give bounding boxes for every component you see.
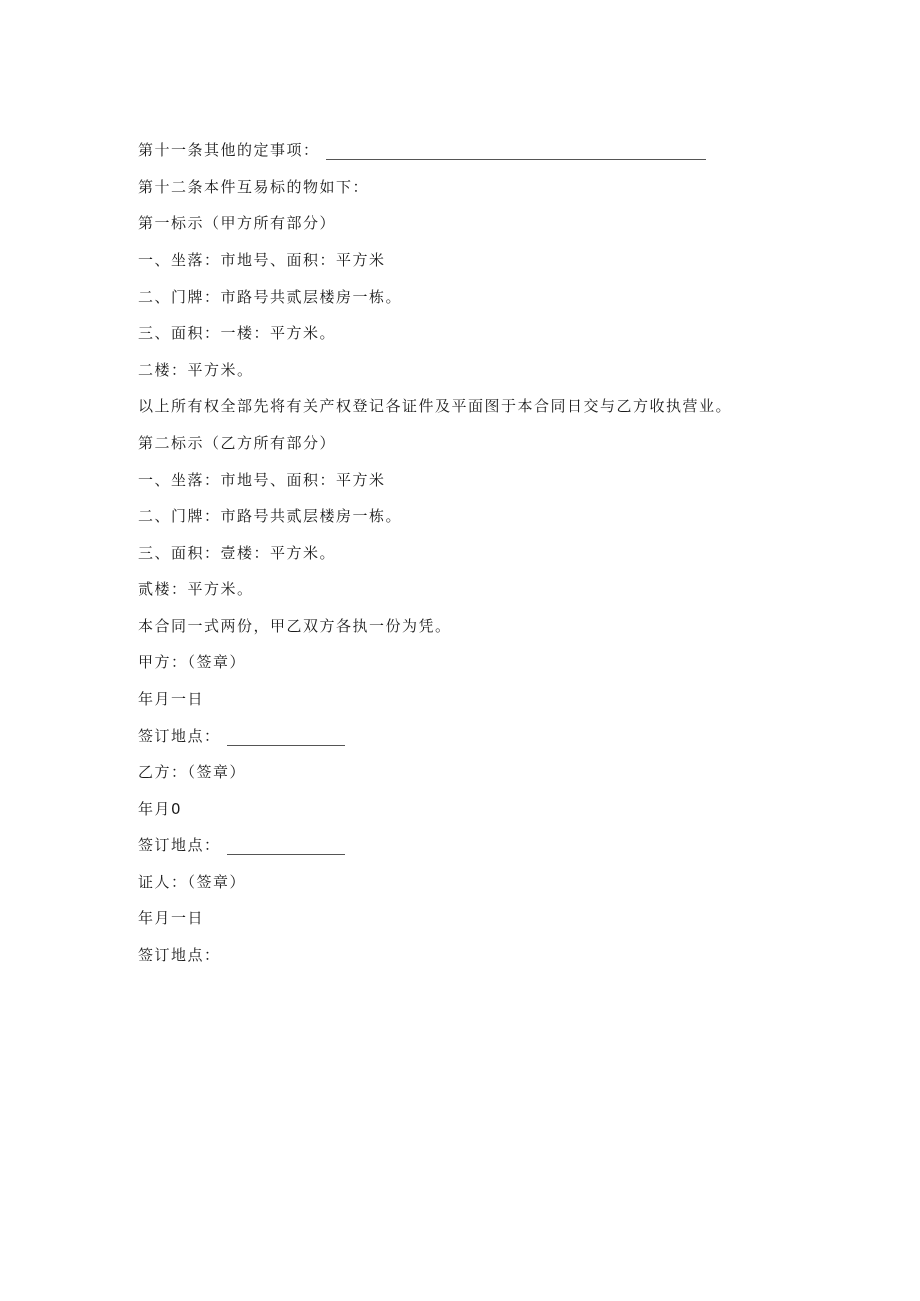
party-a-place-blank bbox=[227, 731, 345, 746]
first-area-line: 三、面积：一楼：平方米。 bbox=[138, 324, 337, 342]
clause-11-text: 第十一条其他的定事项： bbox=[138, 141, 320, 159]
witness-signature-line: 证人：（签章） bbox=[138, 873, 247, 891]
witness-date-line: 年月一日 bbox=[138, 909, 205, 927]
first-doorplate-line: 二、门牌：市路号共贰层楼房一栋。 bbox=[138, 288, 403, 306]
second-second-floor-line: 贰楼：平方米。 bbox=[138, 580, 254, 598]
clause-11-line bbox=[138, 140, 706, 160]
second-doorplate-line: 二、门牌：市路号共贰层楼房一栋。 bbox=[138, 507, 403, 525]
party-b-place-blank bbox=[227, 840, 345, 855]
ownership-transfer-line: 以上所有权全部先将有关产权登记各证件及平面图于本合同日交与乙方收执营业。 bbox=[138, 397, 733, 415]
clause-11-blank bbox=[326, 145, 706, 160]
party-a-date-line: 年月一日 bbox=[138, 690, 205, 708]
party-a-place-label: 签订地点： bbox=[138, 727, 221, 745]
party-b-place-line bbox=[138, 835, 345, 855]
clause-12-line: 第十二条本件互易标的物如下： bbox=[138, 178, 370, 196]
party-b-place-label: 签订地点： bbox=[138, 836, 221, 854]
party-a-signature-line: 甲方：（签章） bbox=[138, 653, 247, 671]
first-second-floor-line: 二楼：平方米。 bbox=[138, 361, 254, 379]
second-area-line: 三、面积：壹楼：平方米。 bbox=[138, 544, 337, 562]
witness-place-line: 签订地点： bbox=[138, 946, 221, 964]
first-location-line: 一、坐落：市地号、面积：平方米 bbox=[138, 251, 386, 269]
copies-line: 本合同一式两份，甲乙双方各执一份为凭。 bbox=[138, 617, 452, 635]
party-a-place-line bbox=[138, 726, 345, 746]
second-location-line: 一、坐落：市地号、面积：平方米 bbox=[138, 471, 386, 489]
party-b-date-line: 年月0 bbox=[138, 800, 183, 818]
first-mark-heading: 第一标示（甲方所有部分） bbox=[138, 214, 337, 232]
second-mark-heading: 第二标示（乙方所有部分） bbox=[138, 434, 337, 452]
party-b-signature-line: 乙方：（签章） bbox=[138, 763, 247, 781]
